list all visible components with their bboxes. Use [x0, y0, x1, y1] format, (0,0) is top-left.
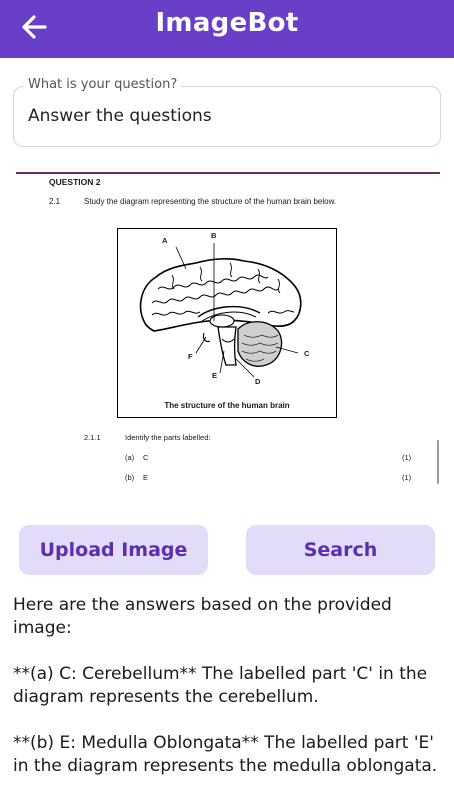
diagram-label-c: C — [304, 349, 310, 358]
item-text: E — [143, 473, 149, 482]
brain-illustration — [118, 229, 335, 399]
answer-part-b: **(b) E: Medulla Oblongata** The labelled part 'E' in the diagram represents the medulla oblongata. — [13, 733, 438, 776]
item-letter: (a) — [125, 453, 135, 462]
item-marks: (1) — [402, 473, 412, 482]
search-button[interactable]: Search — [246, 525, 435, 575]
answer-intro: Here are the answers based on the provided image: — [13, 595, 392, 638]
app-bar — [0, 0, 454, 58]
question-input[interactable] — [28, 106, 408, 126]
diagram-label-e: E — [212, 371, 218, 380]
diagram-caption: The structure of the human brain — [164, 401, 290, 410]
document-top-rule — [16, 172, 440, 174]
document-heading: QUESTION 2 — [49, 177, 101, 187]
arrow-left-icon — [20, 14, 48, 40]
document-item — [125, 473, 148, 482]
question-field-label: What is your question? — [24, 77, 181, 92]
document-question-number: 2.1 — [49, 197, 61, 206]
item-text: C — [143, 453, 149, 462]
document-subquestion-number: 2.1.1 — [84, 433, 101, 442]
app-title: ImageBot — [155, 8, 299, 38]
diagram-label-d: D — [255, 377, 261, 386]
document-subquestion-text: Identify the parts labelled: — [125, 433, 211, 442]
answer-text — [13, 594, 443, 778]
document-instruction: Study the diagram representing the structure of the human brain below. — [84, 197, 337, 206]
image-scrollbar[interactable] — [437, 440, 439, 484]
item-marks: (1) — [402, 453, 412, 462]
diagram-label-a: A — [162, 236, 168, 245]
uploaded-image — [16, 172, 440, 490]
back-button[interactable] — [12, 7, 56, 47]
brain-diagram — [117, 228, 337, 418]
diagram-label-b: B — [211, 231, 217, 240]
document-item — [125, 453, 148, 462]
diagram-label-f: F — [188, 352, 193, 361]
answer-part-a: **(a) C: Cerebellum** The labelled part 'C' in the diagram represents the cerebellum. — [13, 664, 428, 707]
upload-image-button[interactable]: Upload Image — [19, 525, 208, 575]
item-letter: (b) — [125, 473, 135, 482]
